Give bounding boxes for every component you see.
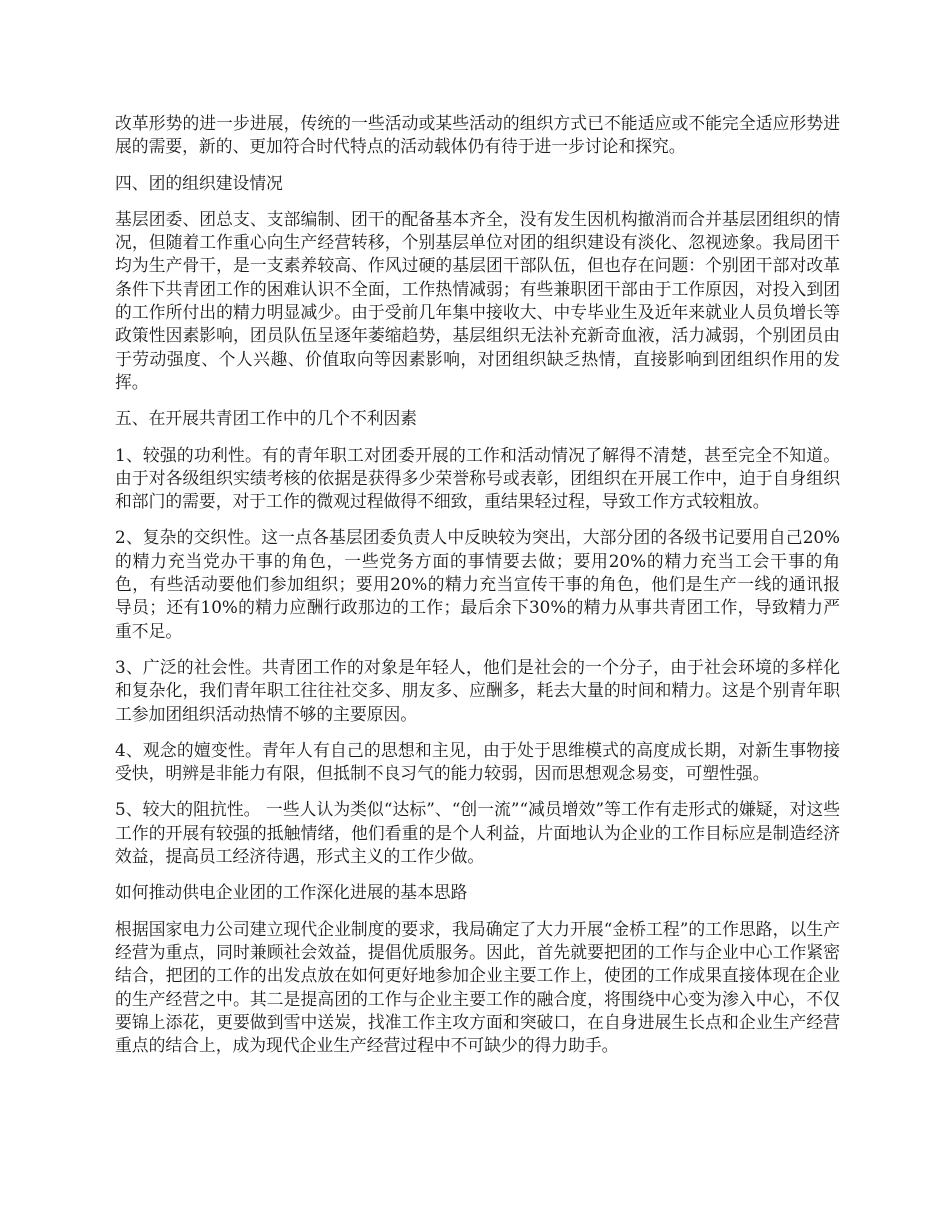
section-4-paragraph: 基层团委、团总支、支部编制、团干的配备基本齐全，没有发生因机构撤消而合并基层团组织的情况，但随着工作重心向生产经营转移，个别基层单位对团的组织建设有淡化、忽视迹象。我局团干均为生产骨干，是一支素养较高、作风过硬的基层团干部队伍，但也存在问题：个别团干部对改革条件下共青团工作的困难认识不全面，工作热情减弱；有些兼职团干部由于工作原因，对投入到团的工作所付出的精力明显减少。由于受前几年集中接收大、中专毕业生及近年来就业人员负增长等政策性因素影响，团员队伍呈逐年萎缩趋势，基层组织无法补充新奇血液，活力减弱，个别团员由于劳动强度、个人兴趣、价值取向等因素影响，对团组织缺乏热情，直接影响到团组织作用的发挥。 bbox=[115, 208, 840, 392]
item-1-paragraph: 1、较强的功利性。有的青年职工对团委开展的工作和活动情况了解得不清楚，甚至完全不知道。由于对各级组织实绩考核的依据是获得多少荣誉称号或表彰，团组织在开展工作中，迫于自身组织和部门的需要，对于工作的微观过程做得不细致，重结果轻过程，导致工作方式较粗放。 bbox=[115, 444, 840, 512]
section-4-heading: 四、团的组织建设情况 bbox=[115, 172, 283, 193]
item-4-paragraph: 4、观念的嬗变性。青年人有自己的思想和主见，由于处于思维模式的高度成长期，对新生事物接受快，明辨是非能力有限，但抵制不良习气的能力较弱，因而思想观念易变，可塑性强。 bbox=[115, 739, 840, 784]
item-5-paragraph: 5、较大的阻抗性。 一些人认为类似“达标”、“创一流”“减员增效”等工作有走形式的嫌疑，对这些工作的开展有较强的抵触情绪，他们看重的是个人利益，片面地认为企业的工作目标应是制造经济效益，提高员工经济待遇，形式主义的工作少做。 bbox=[115, 799, 840, 867]
thoughts-paragraph: 根据国家电力公司建立现代企业制度的要求，我局确定了大力开展“金桥工程”的工作思路，以生产经营为重点，同时兼顾社会效益，提倡优质服务。因此，首先就要把团的工作与企业中心工作紧密结合，把团的工作的出发点放在如何更好地参加企业主要工作上，使团的工作成果直接体现在企业的生产经营之中。其二是提高团的工作与企业主要工作的融合度，将围绕中心变为渗入中心，不仅要锦上添花，更要做到雪中送炭，找准工作主攻方面和突破口，在自身进展生长点和企业生产经营重点的结合上，成为现代企业生产经营过程中不可缺少的得力助手。 bbox=[115, 918, 840, 1056]
item-3-paragraph: 3、广泛的社会性。共青团工作的对象是年轻人，他们是社会的一个分子，由于社会环境的多样化和复杂化，我们青年职工往往社交多、朋友多、应酬多，耗去大量的时间和精力。这是个别青年职工参加团组织活动热情不够的主要原因。 bbox=[115, 656, 840, 724]
item-2-paragraph: 2、复杂的交织性。这一点各基层团委负责人中反映较为突出，大部分团的各级书记要用自己20%的精力充当党办干事的角色，一些党务方面的事情要去做；要用20%的精力充当工会干事的角色，有些活动要他们参加组织；要用20%的精力充当宣传干事的角色，他们是生产一线的通讯报导员；还有10%的精力应酬行政那边的工作；最后余下30%的精力从事共青团工作，导致精力严重不足。 bbox=[115, 527, 840, 641]
intro-paragraph: 改革形势的进一步进展，传统的一些活动或某些活动的组织方式已不能适应或不能完全适应形势进展的需要，新的、更加符合时代特点的活动载体仍有待于进一步讨论和探究。 bbox=[115, 113, 840, 157]
thoughts-heading: 如何推动供电企业团的工作深化进展的基本思路 bbox=[115, 882, 468, 903]
section-5-heading: 五、在开展共青团工作中的几个不利因素 bbox=[115, 408, 418, 429]
document-body bbox=[115, 112, 840, 1070]
